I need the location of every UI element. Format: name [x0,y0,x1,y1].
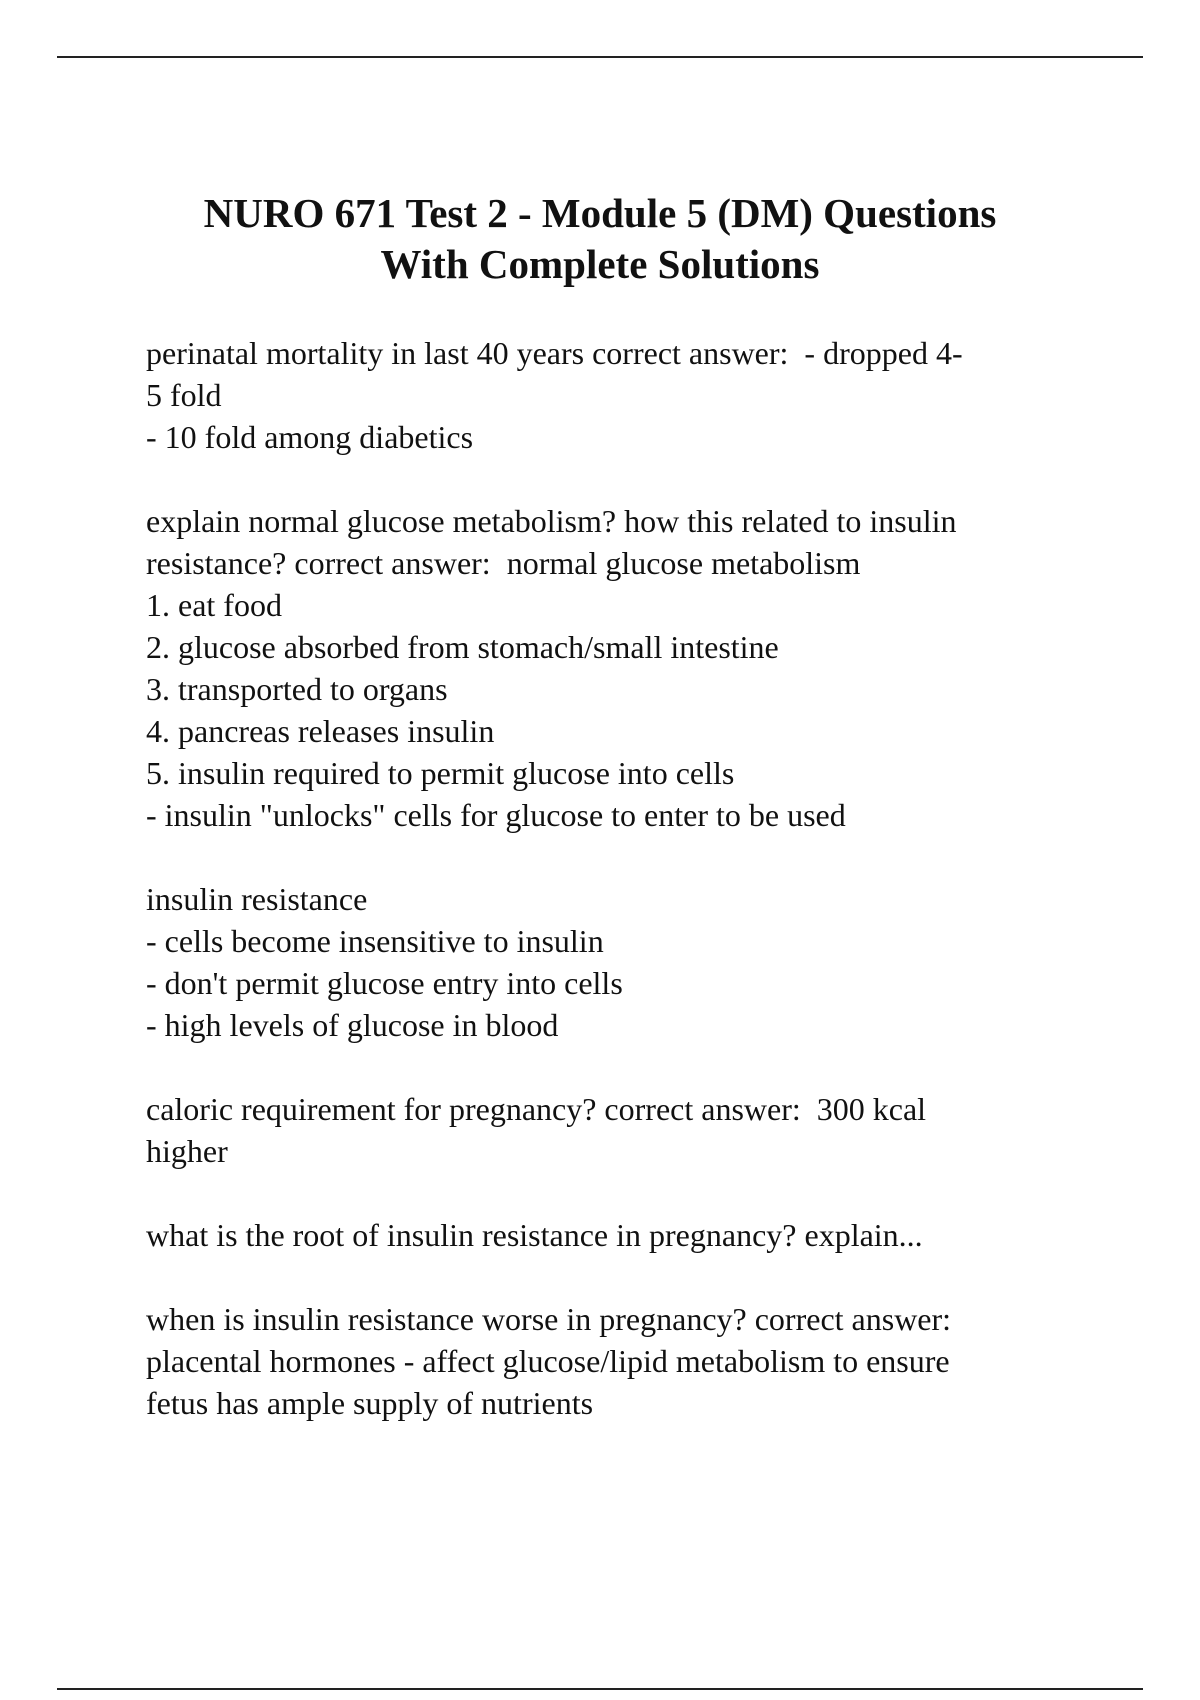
qa-block-insulin-resistance [146,878,1086,1046]
text-line: 5 fold [146,377,222,413]
qa-block-glucose-metabolism [146,500,1086,836]
text-line: explain normal glucose metabolism? how this related to insulin [146,503,957,539]
text-line: - cells become insensitive to insulin [146,923,604,959]
text-line: perinatal mortality in last 40 years correct answer: - dropped 4- [146,335,963,371]
document-title [100,188,1100,290]
qa-block-root-of-insulin-resistance [146,1214,1086,1256]
text-line: resistance? correct answer: normal glucose metabolism [146,545,861,581]
text-line: 3. transported to organs [146,671,448,707]
text-line: 1. eat food [146,587,282,623]
qa-block-caloric-requirement [146,1088,1086,1172]
text-line: placental hormones - affect glucose/lipid metabolism to ensure [146,1343,950,1379]
document-body [146,332,1086,1466]
text-line: insulin resistance [146,881,368,917]
title-line-2: With Complete Solutions [380,241,820,287]
text-line: what is the root of insulin resistance in pregnancy? explain... [146,1217,923,1253]
text-line: - high levels of glucose in blood [146,1007,559,1043]
text-line: - insulin "unlocks" cells for glucose to enter to be used [146,797,846,833]
text-line: caloric requirement for pregnancy? correct answer: 300 kcal [146,1091,927,1127]
text-line: 5. insulin required to permit glucose into cells [146,755,735,791]
title-line-1: NURO 671 Test 2 - Module 5 (DM) Questions [203,190,997,236]
qa-block-perinatal-mortality [146,332,1086,458]
text-line: 4. pancreas releases insulin [146,713,495,749]
text-line: - don't permit glucose entry into cells [146,965,623,1001]
qa-block-when-insulin-resistance-worse [146,1298,1086,1424]
text-line: higher [146,1133,228,1169]
top-divider [57,56,1143,58]
text-line: 2. glucose absorbed from stomach/small intestine [146,629,779,665]
text-line: - 10 fold among diabetics [146,419,474,455]
bottom-divider [57,1688,1143,1690]
text-line: fetus has ample supply of nutrients [146,1385,594,1421]
text-line: when is insulin resistance worse in pregnancy? correct answer: [146,1301,952,1337]
